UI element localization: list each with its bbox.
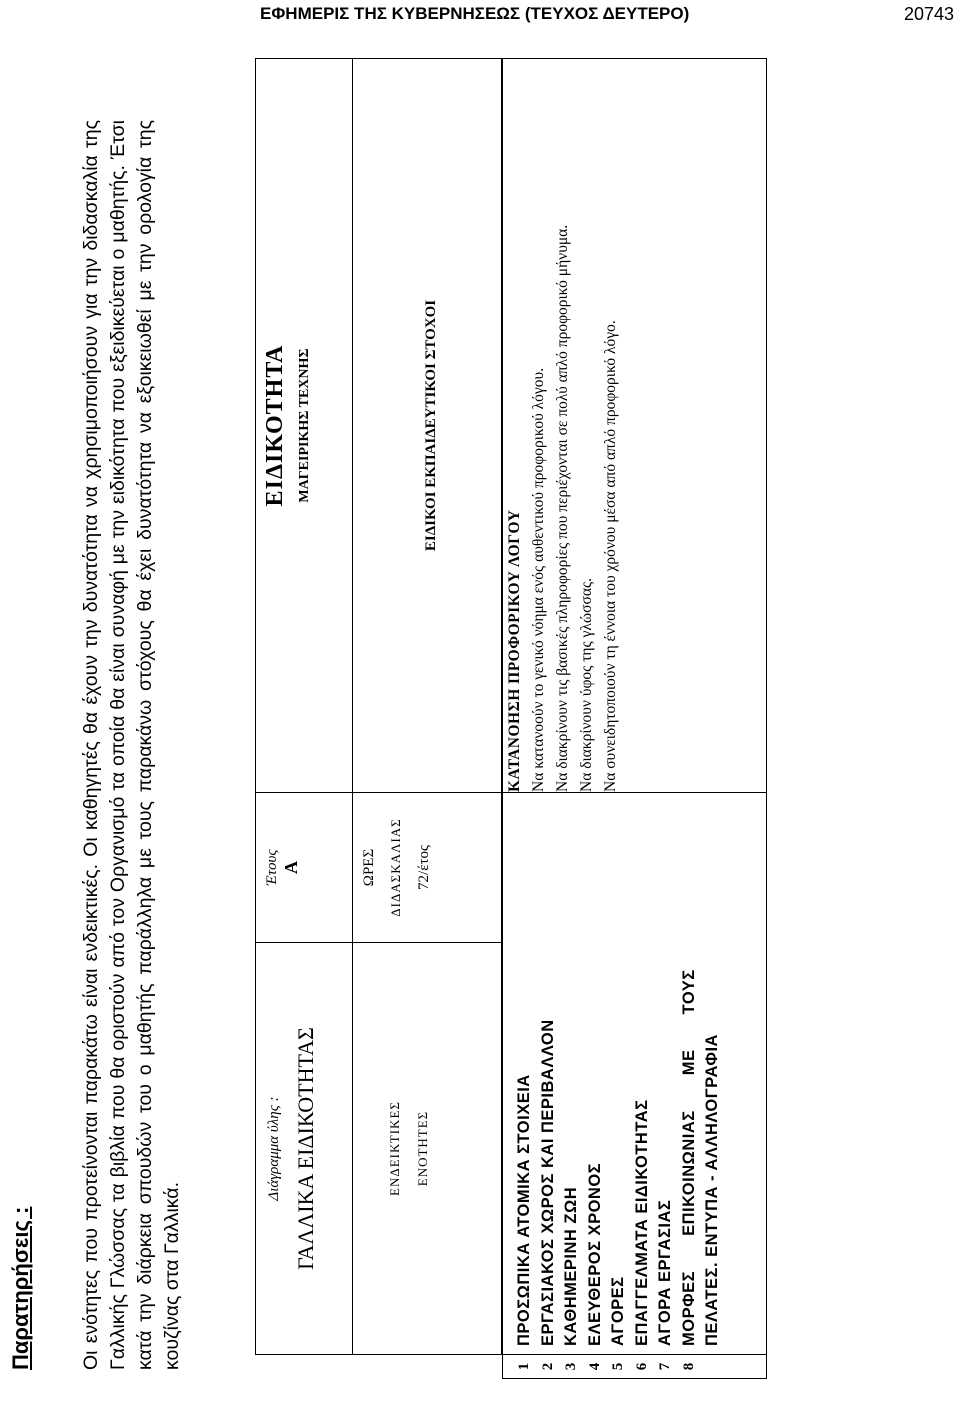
specialty-cell: [256, 59, 353, 793]
unit-item: ΑΓΟΡΑ ΕΡΓΑΣΙΑΣ: [656, 1199, 675, 1346]
year-cell: [256, 793, 353, 943]
specialty-title: ΕΙΔΙΚΟΤΗΤΑ: [262, 344, 288, 507]
goals-title: ΚΑΤΑΝΟΗΣΗ ΠΡΟΦΟΡΙΚΟΥ ΛΟΓΟΥ: [506, 509, 524, 792]
goal-item: Να διακρίνουν τις βασικές πληροφορίες που περιέχονται σε πολύ απλό προφορικό μήνυμα.: [554, 224, 572, 792]
row-number: 3: [563, 1362, 580, 1371]
syllabus-label: Διάγραμμα ύλης :: [266, 1096, 282, 1201]
row-number: 5: [610, 1362, 627, 1371]
year-value: Α: [281, 861, 301, 874]
unit-item: ΚΑΘΗΜΕΡΙΝΗ ΖΩΗ: [562, 1186, 581, 1346]
year-label: Έτους: [264, 849, 280, 886]
goal-item: Να συνειδητοποιούν τη έννοια του χρόνου μέσα από απλό προφορικό λόγο.: [602, 320, 620, 792]
unit-item: ΠΡΟΣΩΠΙΚΑ ΑΤΟΜΙΚΑ ΣΤΟΙΧΕΙΑ: [515, 1074, 534, 1346]
subject-cell: [256, 943, 353, 1355]
notes-text: Οι ενότητες που προτείνονται παρακάτω είναι ενδεικτικές. Οι καθηγητές θα έχουν την δυνατότητα να χρησιμοποιήσουν για την διδασκαλία της Γαλλικής Γλώσσας τα βιβλία που θα οριστούν από τον Οργανισμό τα οποία θα είναι συναφή με την ειδικότητα που εξειδικεύεται ο μαθητής. Έτσι κατά την διάρκεια σπουδών του ο μαθητής παράλληλα με τους παρακάνω στόχους θα έχει δυνατότητα να εξοικειωθεί με την ορολογία της κουζίνας στα Γαλλικά.: [80, 120, 183, 1370]
unit-item: ΕΠΑΓΓΕΛΜΑΤΑ ΕΙΔΙΚΟΤΗΤΑΣ: [632, 1099, 651, 1346]
per-year-value: 72/έτος: [415, 845, 432, 890]
goal-item: Να διακρίνουν ύφος της γλώσσας.: [578, 578, 596, 792]
indicative-label: ΕΝΔΕΙΚΤΙΚΕΣ: [386, 1101, 402, 1196]
unit-item: ΕΛΕΥΘΕΡΟΣ ΧΡΟΝΟΣ: [585, 1162, 604, 1346]
goals-header: ΕΙΔΙΚΟΙ ΕΚΠΑΙΔΕΥΤΙΚΟΙ ΣΤΟΧΟΙ: [422, 299, 439, 552]
goal-item: Να κατανοούν το γενικό νόημα ενός αυθεντικού προφορικού λόγου.: [530, 367, 548, 792]
syllabus-table: [255, 58, 767, 1379]
row-number: 8: [680, 1362, 697, 1371]
row-number: 1: [516, 1362, 533, 1371]
row-number: 7: [657, 1362, 674, 1371]
gazette-title: ΕΦΗΜΕΡΙΣ ΤΗΣ ΚΥΒΕΡΝΗΣΕΩΣ (ΤΕΥΧΟΣ ΔΕΥΤΕΡΟ): [260, 4, 690, 23]
hours-label: ΩΡΕΣ: [360, 848, 377, 887]
unit-item: ΕΡΓΑΣΙΑΚΟΣ ΧΩΡΟΣ ΚΑΙ ΠΕΡΙΒΑΛΛΟΝ: [538, 1019, 557, 1346]
goals-header-cell: [352, 59, 501, 793]
units-header-cell: [352, 943, 501, 1355]
page-header: [0, 4, 960, 26]
hours-cell: [352, 793, 501, 943]
row-number: 6: [633, 1362, 650, 1371]
specialty-name: ΜΑΓΕΙΡΙΚΗΣ ΤΕΧΝΗΣ: [297, 348, 312, 503]
teaching-label: ΔΙΔΑΣΚΑΛΙΑΣ: [387, 818, 403, 917]
page-number: 20743: [903, 4, 954, 24]
unit-item: ΜΟΡΦΕΣ ΕΠΙΚΟΙΝΩΝΙΑΣ ΜΕ ΤΟΥΣ: [679, 969, 698, 1346]
units-list-cell: [503, 793, 767, 1355]
unit-item: ΠΕΛΑΤΕΣ. ΕΝΤΥΠΑ - ΑΛΛΗΛΟΓΡΑΦΙΑ: [703, 1034, 722, 1346]
subject-title: ΓΑΛΛΙΚΑ ΕΙΔΙΚΟΤΗΤΑΣ: [293, 1027, 318, 1270]
row-number: 4: [586, 1362, 603, 1371]
units-label: ΕΝΟΤΗΤΕΣ: [414, 1110, 430, 1187]
notes-title: Παρατηρήσεις :: [8, 1206, 33, 1370]
rotated-content: [0, 30, 960, 1380]
goals-cell: [503, 59, 767, 793]
unit-item: ΑΓΟΡΕΣ: [609, 1276, 628, 1346]
numbers-cell: [503, 1355, 767, 1379]
row-number: 2: [539, 1362, 556, 1371]
number-header-cell: [256, 1355, 503, 1379]
